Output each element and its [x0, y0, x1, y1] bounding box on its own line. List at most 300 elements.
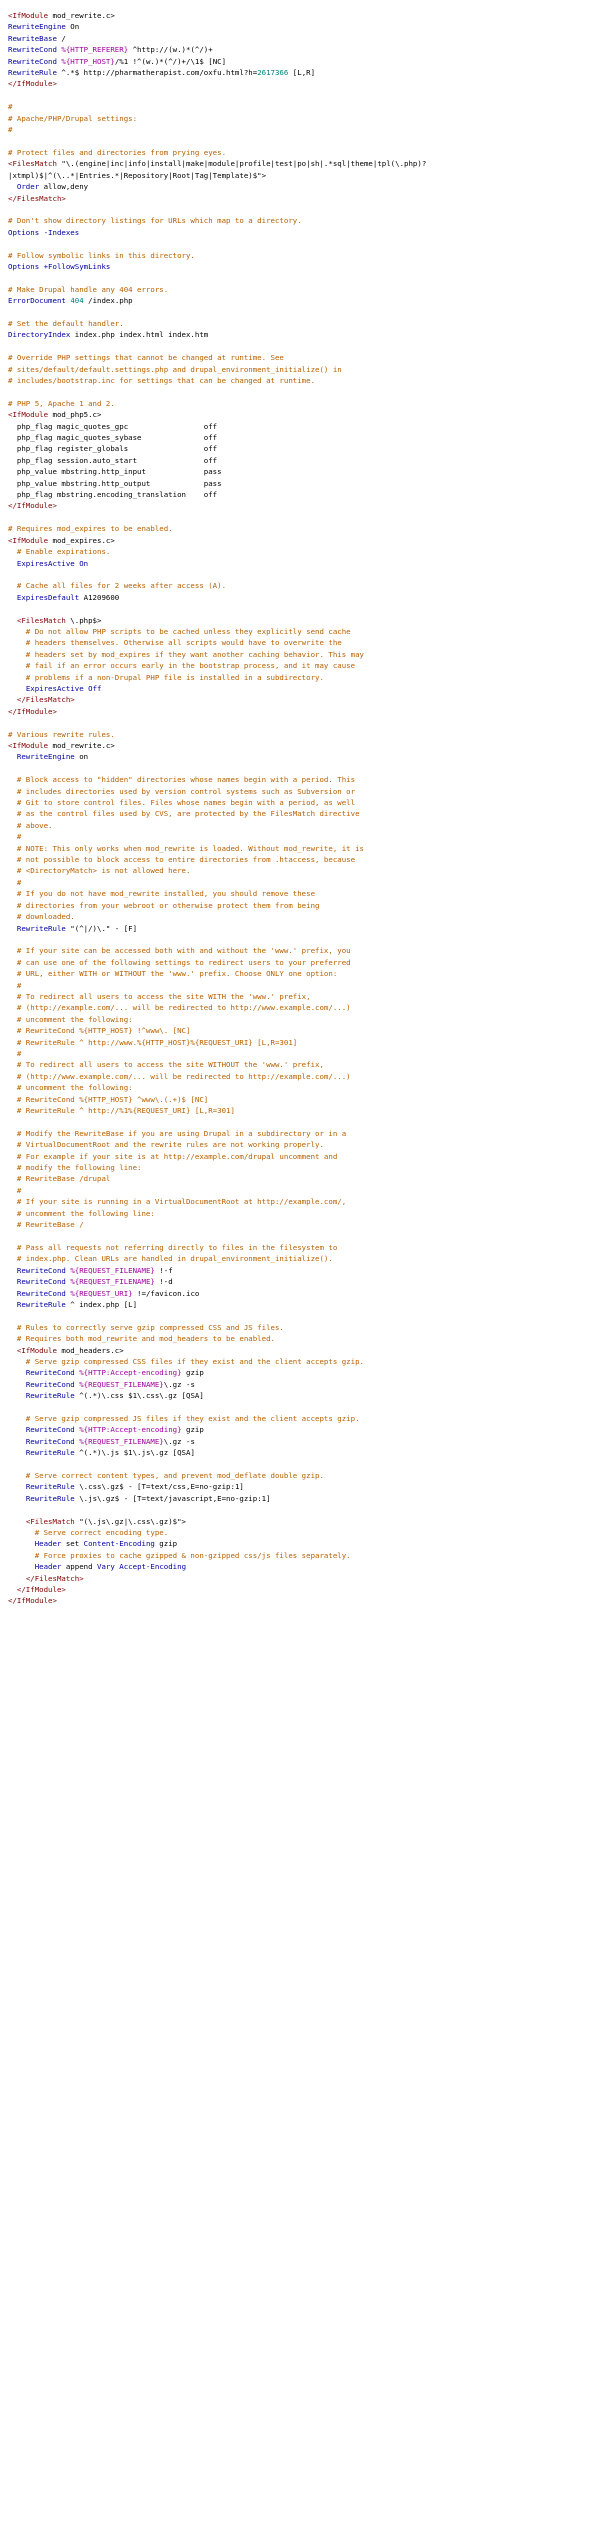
code-line — [8, 1493, 600, 1504]
text-token — [8, 752, 17, 761]
code-line — [8, 10, 600, 21]
comment-token: # RewriteCond %{HTTP_HOST} ^www\.(.+)$ [NC] — [8, 1094, 209, 1104]
comment-token: # RewriteCond %{HTTP_HOST} !^www\. [NC] — [8, 1026, 191, 1036]
code-line — [8, 672, 600, 683]
text-token — [8, 1425, 26, 1434]
comment-token: # uncomment the following line: — [8, 1208, 155, 1218]
comment-token: # RewriteRule ^ http://www.%{HTTP_HOST}%{REQUEST_URI} [L,R=301] — [8, 1037, 298, 1047]
code-line — [8, 113, 600, 124]
code-line — [8, 455, 600, 466]
text-token: mod_headers.c> — [56, 1345, 124, 1355]
variable-token: %{REQUEST_URI} — [70, 1288, 133, 1298]
directive-token: RewriteCond — [25, 1368, 75, 1378]
comment-token: # headers themselves. Otherwise all scripts would have to overwrite the — [8, 638, 342, 648]
directive-token: RewriteRule — [25, 1391, 75, 1401]
text-token: append — [61, 1562, 98, 1572]
blank-line — [8, 272, 600, 283]
code-line — [8, 854, 600, 865]
code-line — [8, 535, 600, 546]
code-line — [8, 1002, 600, 1013]
tag-token: <IfModule — [8, 741, 49, 750]
blank-line — [8, 1230, 600, 1241]
blank-line — [8, 934, 600, 945]
comment-token: # includes directories used by version control systems such as Subversion or — [8, 786, 356, 796]
code-line — [8, 1481, 600, 1492]
comment-token: # Enable expirations. — [8, 547, 111, 557]
comment-token: # Pass all requests not referring directly to files in the filesystem to — [8, 1242, 338, 1252]
code-line — [8, 751, 600, 762]
code-line — [8, 888, 600, 899]
code-line — [8, 1128, 600, 1139]
text-token: php_flag magic_quotes_gpc off — [8, 421, 218, 431]
variable-token: %{REQUEST_FILENAME} — [70, 1277, 155, 1287]
directive-token: DirectoryIndex — [8, 330, 71, 340]
tag-token: </IfModule> — [16, 1585, 66, 1595]
directive-token: Order — [16, 182, 40, 192]
code-line — [8, 284, 600, 295]
code-line — [8, 375, 600, 386]
text-token: "(^|/)\." - [F] — [65, 923, 138, 933]
code-line — [8, 1173, 600, 1184]
code-line — [8, 1265, 600, 1276]
code-line — [8, 443, 600, 454]
directive-token: Content-Encoding — [83, 1539, 155, 1549]
text-token: ^(.*)\.js $1\.js\.gz [QSA] — [74, 1448, 195, 1458]
code-line — [8, 911, 600, 922]
code-line — [8, 329, 600, 340]
text-token: ^.*$ http://pharmatherapist.com/oxfu.html?h= — [56, 68, 258, 78]
comment-token: # (http://www.example.com/... will be redirected to http://example.com/...) — [8, 1071, 351, 1081]
text-token: \.js\.gz$ - [T=text/javascript,E=no-gzip:1] — [74, 1493, 271, 1503]
blank-line — [8, 717, 600, 728]
code-line — [8, 352, 600, 363]
text-token: gzip — [181, 1425, 204, 1435]
directive-token: RewriteCond — [25, 1436, 75, 1446]
code-line — [8, 1139, 600, 1150]
code-line — [8, 580, 600, 591]
code-line — [8, 1162, 600, 1173]
number-token: 404 — [70, 296, 84, 306]
tag-token: </FilesMatch> — [25, 1573, 84, 1583]
text-token: "\.(engine|inc|info|install|make|module|profile|test|po|sh|.*sql|theme|tpl(\.php)? — [56, 159, 427, 169]
text-token: [L,R] — [288, 68, 316, 78]
text-token — [8, 1494, 26, 1503]
code-line — [8, 261, 600, 272]
code-line — [8, 729, 600, 740]
directive-token: Accept-Encoding — [119, 1562, 187, 1572]
directive-token: Header — [34, 1562, 62, 1572]
code-line — [8, 786, 600, 797]
text-token: !-d — [154, 1277, 173, 1287]
code-line — [8, 820, 600, 831]
text-token: /%1 !^(w.)*(^/)+/\1$ [NC] — [114, 56, 227, 66]
comment-token: # Don't show directory listings for URLs which map to a directory. — [8, 216, 302, 226]
directive-token: ExpiresActive — [25, 683, 84, 693]
code-line — [8, 1322, 600, 1333]
code-line — [8, 33, 600, 44]
code-line — [8, 364, 600, 375]
text-token: php_flag register_globals off — [8, 444, 218, 454]
blank-line — [8, 341, 600, 352]
blank-line — [8, 386, 600, 397]
blank-line — [8, 1402, 600, 1413]
code-line — [8, 900, 600, 911]
code-line — [8, 740, 600, 751]
comment-token: # Serve gzip compressed CSS files if they exist and the client accepts gzip. — [8, 1356, 364, 1366]
text-token: on — [74, 752, 89, 762]
code-line — [8, 865, 600, 876]
comment-token: # uncomment the following: — [8, 1083, 133, 1093]
tag-token: </IfModule> — [8, 79, 57, 89]
code-line — [8, 1025, 600, 1036]
comment-token: # Make Drupal handle any 404 errors. — [8, 284, 169, 294]
comment-token: # fail if an error occurs early in the bootstrap process, and it may cause — [8, 661, 356, 671]
code-line — [8, 558, 600, 569]
text-token: ^http://(w.)*(^/)+ — [128, 45, 213, 55]
text-token: php_flag magic_quotes_sybase off — [8, 433, 218, 443]
text-token: php_value mbstring.http_input pass — [8, 467, 222, 477]
code-line — [8, 1185, 600, 1196]
code-line — [8, 478, 600, 489]
comment-token: # problems if a non-Drupal PHP file is installed in a subdirectory. — [8, 672, 324, 682]
tag-token: <IfModule — [16, 1345, 57, 1355]
directive-token: RewriteCond — [8, 45, 57, 55]
blank-line — [8, 135, 600, 146]
comment-token: # includes/bootstrap.inc for settings that can be changed at runtime. — [8, 376, 316, 385]
code-line — [8, 489, 600, 500]
directive-token: Off — [88, 683, 102, 693]
code-line — [8, 660, 600, 671]
code-line — [8, 1105, 600, 1116]
directive-token: Options — [8, 227, 40, 237]
text-token: allow,deny — [39, 182, 89, 192]
directive-token: RewriteRule — [25, 1448, 75, 1458]
code-line — [8, 158, 600, 169]
code-line — [8, 78, 600, 89]
text-token: ^ index.php [L] — [65, 1299, 138, 1309]
blank-line — [8, 90, 600, 101]
blank-line — [8, 603, 600, 614]
directive-token: Vary — [97, 1562, 115, 1572]
code-line — [8, 409, 600, 420]
comment-token: # Serve gzip compressed JS files if they exist and the client accepts gzip. — [8, 1413, 360, 1423]
comment-token: # Cache all files for 2 weeks after access (A). — [8, 581, 227, 591]
directive-token: RewriteEngine — [8, 22, 66, 32]
directive-token: RewriteCond — [8, 56, 57, 66]
directive-token: RewriteRule — [16, 923, 66, 933]
comment-token: # headers set by mod_expires if they want another caching behavior. This may — [8, 649, 364, 659]
code-line — [8, 1595, 600, 1606]
text-token: \.php$> — [65, 615, 102, 625]
comment-token: # modify the following line: — [8, 1163, 142, 1173]
comment-token: # Override PHP settings that cannot be changed at runtime. See — [8, 353, 284, 363]
code-line — [8, 877, 600, 888]
text-token — [8, 695, 17, 704]
code-line — [8, 170, 600, 181]
directive-token: RewriteCond — [16, 1265, 66, 1275]
comment-token: # Rules to correctly serve gzip compressed CSS and JS files. — [8, 1322, 284, 1332]
blank-line — [8, 1459, 600, 1470]
comment-token: # — [8, 980, 22, 990]
tag-token: </FilesMatch> — [16, 695, 75, 705]
tag-token: </IfModule> — [8, 706, 57, 716]
comment-token: # PHP 5, Apache 1 and 2. — [8, 398, 115, 408]
code-line — [8, 797, 600, 808]
code-line — [8, 546, 600, 557]
code-line — [8, 592, 600, 603]
text-token: \.gz -s — [163, 1379, 195, 1389]
code-line — [8, 1014, 600, 1025]
code-line — [8, 1208, 600, 1219]
code-line — [8, 831, 600, 842]
text-token: !=/favicon.ico — [132, 1288, 200, 1298]
comment-token: # Protect files and directories from prying eyes. — [8, 147, 227, 157]
comment-token: # VirtualDocumentRoot and the rewrite rules are not working properly. — [8, 1140, 324, 1150]
comment-token: # NOTE: This only works when mod_rewrite is loaded. Without mod_rewrite, it is — [8, 843, 364, 853]
text-token: "(\.js\.gz|\.css\.gz)$"> — [74, 1516, 187, 1526]
code-line — [8, 1253, 600, 1264]
blank-line — [8, 512, 600, 523]
code-line — [8, 193, 600, 204]
comment-token: # If your site is running in a VirtualDocumentRoot at http://example.com/, — [8, 1197, 347, 1207]
tag-token: <IfModule — [8, 410, 49, 420]
variable-token: %{HTTP_REFERER} — [61, 45, 129, 55]
comment-token: # sites/default/default.settings.php and drupal_environment_initialize() in — [8, 364, 342, 374]
comment-token: # Requires both mod_rewrite and mod_headers to be enabled. — [8, 1334, 275, 1344]
text-token: php_flag session.auto_start off — [8, 455, 218, 465]
text-token — [8, 1482, 26, 1491]
code-line — [8, 1356, 600, 1367]
code-line — [8, 808, 600, 819]
code-line — [8, 147, 600, 158]
text-token: \.gz -s — [163, 1436, 195, 1446]
code-line — [8, 980, 600, 991]
directive-token: Header — [34, 1539, 62, 1549]
text-token — [8, 1380, 26, 1389]
comment-token: # Serve correct content types, and prevent mod_deflate double gzip. — [8, 1471, 324, 1480]
comment-token: # To redirect all users to access the site WITH the 'www.' prefix, — [8, 991, 311, 1001]
number-token: 2617366 — [257, 68, 289, 78]
code-line — [8, 1196, 600, 1207]
tag-token: <FilesMatch — [8, 159, 57, 169]
code-line — [8, 181, 600, 192]
code-line — [8, 957, 600, 968]
text-token: gzip — [154, 1539, 178, 1549]
code-line — [8, 945, 600, 956]
code-line — [8, 706, 600, 717]
code-line — [8, 21, 600, 32]
comment-token: # Requires mod_expires to be enabled. — [8, 524, 173, 534]
directive-token: RewriteRule — [16, 1299, 66, 1309]
code-line — [8, 1436, 600, 1447]
code-line — [8, 615, 600, 626]
tag-token: <IfModule — [8, 535, 49, 545]
directive-token: RewriteRule — [25, 1482, 75, 1492]
text-token — [8, 1574, 26, 1583]
blank-line — [8, 569, 600, 580]
comment-token: # — [8, 1048, 22, 1058]
text-token: set — [61, 1539, 84, 1549]
code-line — [8, 1037, 600, 1048]
comment-token: # — [8, 832, 22, 842]
code-line — [8, 683, 600, 694]
text-token — [8, 593, 17, 602]
code-line — [8, 1276, 600, 1287]
comment-token: # Various rewrite rules. — [8, 729, 115, 739]
comment-token: # directories from your webroot or otherwise protect them from being — [8, 900, 320, 910]
text-token: php_value mbstring.http_output pass — [8, 478, 222, 488]
code-line — [8, 626, 600, 637]
code-line — [8, 1390, 600, 1401]
tag-token: <FilesMatch — [25, 1516, 75, 1526]
variable-token: %{REQUEST_FILENAME} — [79, 1379, 164, 1389]
code-line — [8, 1333, 600, 1344]
text-token — [8, 1368, 26, 1377]
comment-token: # (http://example.com/... will be redirected to http://www.example.com/...) — [8, 1003, 351, 1013]
comment-token: # If your site can be accessed both with and without the 'www.' prefix, you — [8, 946, 351, 956]
comment-token: # Modify the RewriteBase if you are using Drupal in a subdirectory or in a — [8, 1128, 347, 1138]
text-token: ^(.*)\.css $1\.css\.gz [QSA] — [74, 1391, 204, 1401]
blank-line — [8, 307, 600, 318]
text-token — [8, 1300, 17, 1309]
comment-token: # RewriteBase /drupal — [8, 1174, 111, 1184]
text-token: / — [56, 33, 66, 43]
code-line — [8, 56, 600, 67]
comment-token: # For example if your site is at http://example.com/drupal uncomment and — [8, 1151, 338, 1161]
text-token — [8, 1437, 26, 1446]
directive-token: RewriteCond — [16, 1277, 66, 1287]
comment-token: # Git to store control files. Files whose names begin with a period, as well — [8, 798, 356, 808]
variable-token: %{HTTP_HOST} — [61, 56, 115, 66]
code-line — [8, 1538, 600, 1549]
code-line — [8, 101, 600, 112]
comment-token: # not possible to block access to entire directories from .htaccess, because — [8, 855, 356, 865]
variable-token: %{HTTP:Accept-encoding} — [79, 1425, 182, 1435]
code-line — [8, 694, 600, 705]
code-line — [8, 295, 600, 306]
code-line — [8, 637, 600, 648]
comment-token: # If you do not have mod_rewrite installed, you should remove these — [8, 889, 316, 899]
code-line — [8, 1573, 600, 1584]
code-line — [8, 398, 600, 409]
tag-token: </IfModule> — [8, 1596, 57, 1606]
comment-token: # — [8, 102, 13, 112]
comment-token: # above. — [8, 820, 53, 830]
comment-token: # RewriteRule ^ http://%1%{REQUEST_URI} [L,R=301] — [8, 1106, 235, 1115]
text-token: \.css\.gz$ - [T=text/css,E=no-gzip:1] — [74, 1482, 244, 1492]
variable-token: %{REQUEST_FILENAME} — [79, 1436, 164, 1446]
code-line — [8, 215, 600, 226]
directive-token: ExpiresActive — [16, 558, 75, 568]
code-line — [8, 1561, 600, 1572]
text-token: On — [65, 22, 80, 32]
directive-token: RewriteCond — [16, 1288, 66, 1298]
directive-token: ExpiresDefault — [16, 592, 80, 602]
code-line — [8, 1059, 600, 1070]
code-line — [8, 1470, 600, 1481]
code-line — [8, 1288, 600, 1299]
code-line — [8, 968, 600, 979]
text-token — [8, 1391, 26, 1400]
directive-token: RewriteRule — [25, 1493, 75, 1503]
text-token: gzip — [181, 1368, 204, 1378]
text-token — [8, 1266, 17, 1275]
code-line — [8, 250, 600, 261]
tag-token: <FilesMatch — [16, 615, 66, 625]
text-token — [8, 1517, 26, 1526]
code-line — [8, 1151, 600, 1162]
code-line — [8, 923, 600, 934]
variable-token: %{HTTP:Accept-encoding} — [79, 1368, 182, 1378]
comment-token: # as the control files used by CVS, are protected by the FilesMatch directive — [8, 809, 360, 819]
code-line — [8, 1094, 600, 1105]
comment-token: # <DirectoryMatch> is not allowed here. — [8, 866, 191, 876]
text-token — [8, 559, 17, 568]
text-token: /index.php — [83, 296, 133, 306]
code-line — [8, 1550, 600, 1561]
directive-token: On — [79, 558, 89, 568]
code-line — [8, 1048, 600, 1059]
code-line — [8, 227, 600, 238]
comment-token: # index.php. Clean URLs are handled in drupal_environment_initialize(). — [8, 1254, 333, 1264]
code-line — [8, 523, 600, 534]
code-line — [8, 649, 600, 660]
directive-token: Options — [8, 261, 40, 271]
directive-token: RewriteBase — [8, 33, 57, 43]
directive-token: RewriteEngine — [16, 752, 75, 762]
comment-token: # Apache/PHP/Drupal settings: — [8, 113, 138, 123]
code-line — [8, 1242, 600, 1253]
comment-token: # downloaded. — [8, 912, 75, 922]
text-token: mod_rewrite.c> — [48, 741, 115, 750]
blank-line — [8, 204, 600, 215]
code-line — [8, 1516, 600, 1527]
code-line — [8, 1299, 600, 1310]
comment-token: # Follow symbolic links in this directory. — [8, 250, 195, 260]
comment-token: # can use one of the following settings to redirect users to your preferred — [8, 957, 351, 967]
blank-line — [8, 1310, 600, 1321]
comment-token: # RewriteBase / — [8, 1220, 84, 1230]
comment-token: # URL, either WITH or WITHOUT the 'www.' prefix. Choose ONLY one option: — [8, 969, 338, 979]
code-line — [8, 421, 600, 432]
text-token — [8, 182, 17, 191]
text-token — [8, 1539, 35, 1548]
code-line — [8, 843, 600, 854]
comment-token: # Set the default handler. — [8, 318, 124, 328]
text-token — [8, 924, 17, 933]
text-token: mod_rewrite.c> — [48, 11, 115, 20]
code-line — [8, 1379, 600, 1390]
directive-token: RewriteCond — [25, 1425, 75, 1435]
comment-token: # uncomment the following: — [8, 1014, 133, 1024]
code-line — [8, 466, 600, 477]
code-line — [8, 1584, 600, 1595]
text-token — [8, 1277, 17, 1286]
text-token — [8, 616, 17, 625]
code-line — [8, 500, 600, 511]
directive-token: RewriteCond — [25, 1379, 75, 1389]
comment-token: # — [8, 877, 22, 887]
code-line — [8, 1219, 600, 1230]
tag-token: <IfModule — [8, 11, 49, 20]
text-token — [8, 1448, 26, 1457]
blank-line — [8, 1504, 600, 1515]
comment-token: # Force proxies to cache gzipped & non-gzipped css/js files separately. — [8, 1550, 351, 1560]
text-token — [8, 1346, 17, 1355]
code-line — [8, 1071, 600, 1082]
comment-token: # Do not allow PHP scripts to be cached unless they explicitly send cache — [8, 626, 351, 636]
code-line — [8, 774, 600, 785]
